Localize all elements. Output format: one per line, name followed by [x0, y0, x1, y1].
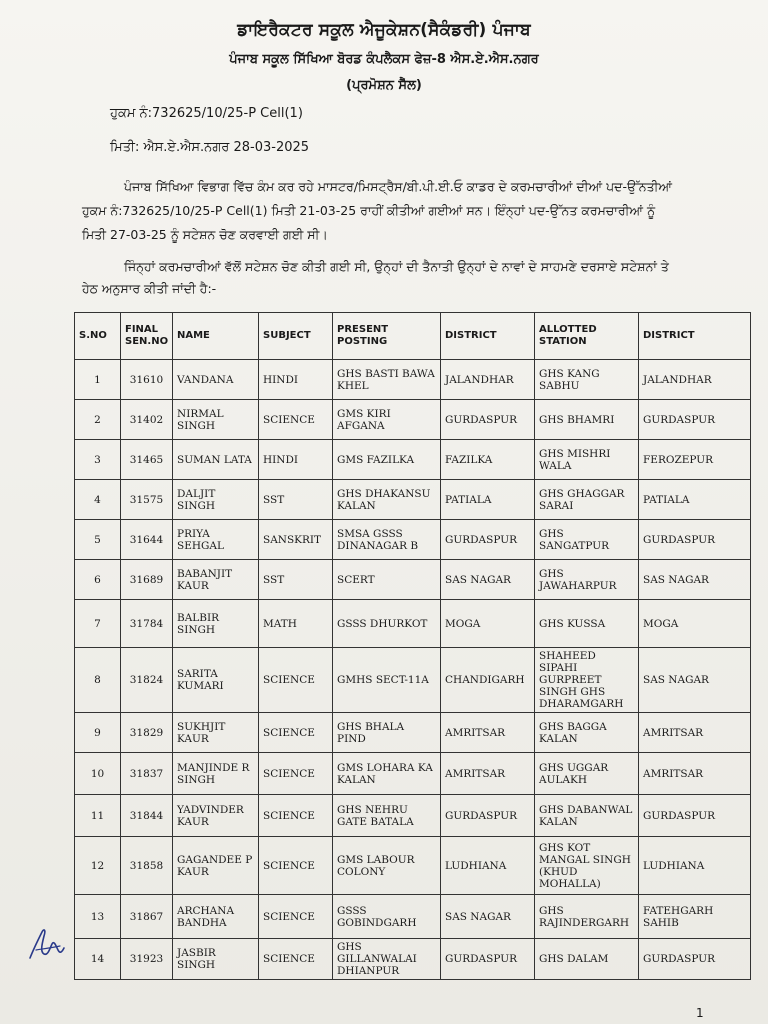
cell-final-sen-no: 31575: [121, 480, 173, 520]
cell-sno: 12: [75, 837, 121, 895]
table-row: [75, 895, 751, 939]
cell-subject: SCIENCE: [259, 837, 333, 895]
table-row: [75, 795, 751, 837]
paragraph-intro: ਪੰਜਾਬ ਸਿੱਖਿਆ ਵਿਭਾਗ ਵਿੱਚ ਕੰਮ ਕਰ ਰਹੇ ਮਾਸਟਰ/ਮਿਸਟ੍ਰੈਸ/ਬੀ.ਪੀ.ਈ.ਓ ਕਾਡਰ ਦੇ ਕਰਮਚਾਰੀਆਂ ਦੀਆਂ ਪਦ-ਉੱਨਤੀਆਂ ਹੁਕਮ ਨੰ:732625/10/25-P Cell(1) ਮਿਤੀ 21-03-25 ਰਾਹੀਂ ਕੀਤੀਆਂ ਗਈਆਂ ਸਨ। ਇੰਨ੍ਹਾਂ ਪਦ-ਉੱਨਤ ਕਰਮਚਾਰੀਆਂ ਨੂੰ ਮਿਤੀ 27-03-25 ਨੂੰ ਸਟੇਸ਼ਨ ਚੋਣ ਕਰਵਾਈ ਗਈ ਸੀ।: [82, 179, 673, 242]
paragraph-posting: ਜਿੰਨ੍ਹਾਂ ਕਰਮਚਾਰੀਆਂ ਵੱਲੋਂ ਸਟੇਸ਼ਨ ਚੋਣ ਕੀਤੀ ਗਈ ਸੀ, ਉਨ੍ਹਾਂ ਦੀ ਤੈਨਾਤੀ ਉਨ੍ਹਾਂ ਦੇ ਨਾਵਾਂ ਦੇ ਸਾਹਮਣੇ ਦਰਸਾਏ ਸਟੇਸ਼ਨਾਂ ਤੇ ਹੇਠ ਅਨੁਸਾਰ ਕੀਤੀ ਜਾਂਦੀ ਹੈ:-: [82, 259, 669, 296]
cell-subject: MATH: [259, 600, 333, 648]
cell-allotted-station: GHS DALAM: [535, 939, 639, 980]
table-row: [75, 440, 751, 480]
cell-district: GURDASPUR: [441, 400, 535, 440]
header-allotted-station: ALLOTTED STATION: [535, 313, 639, 360]
table-body: [75, 360, 751, 980]
cell-present-posting: GHS BASTI BAWA KHEL: [333, 360, 441, 400]
cell-district: GURDASPUR: [441, 520, 535, 560]
cell-allotted-station: GHS SANGATPUR: [535, 520, 639, 560]
cell-subject: SCIENCE: [259, 753, 333, 795]
table-row: [75, 400, 751, 440]
cell-name: YADVINDER KAUR: [173, 795, 259, 837]
cell-sno: 14: [75, 939, 121, 980]
cell-district: JALANDHAR: [441, 360, 535, 400]
cell-final-sen-no: 31689: [121, 560, 173, 600]
cell-present-posting: SMSA GSSS DINANAGAR B: [333, 520, 441, 560]
table-row: [75, 560, 751, 600]
cell-subject: SCIENCE: [259, 895, 333, 939]
cell-sno: 1: [75, 360, 121, 400]
cell-district: CHANDIGARH: [441, 648, 535, 713]
cell-final-sen-no: 31644: [121, 520, 173, 560]
cell-allotted-station: GHS KOT MANGAL SINGH (KHUD MOHALLA): [535, 837, 639, 895]
page-number: 1: [696, 1006, 704, 1020]
cell-subject: SCIENCE: [259, 400, 333, 440]
header-allotted-district: DISTRICT: [639, 313, 751, 360]
header-cell-name: (ਪ੍ਰਮੋਸ਼ਨ ਸੈੱਲ): [346, 78, 422, 93]
cell-name: ARCHANA BANDHA: [173, 895, 259, 939]
cell-final-sen-no: 31784: [121, 600, 173, 648]
header-present-posting: PRESENT POSTING: [333, 313, 441, 360]
cell-district: GURDASPUR: [441, 795, 535, 837]
cell-allotted-district: AMRITSAR: [639, 713, 751, 753]
header-subtitle: ਪੰਜਾਬ ਸਕੂਲ ਸਿੱਖਿਆ ਬੋਰਡ ਕੰਪਲੈਕਸ ਫੇਜ਼-8 ਐਸ.ਏ.ਐਸ.ਨਗਰ: [229, 52, 539, 67]
header-subject: SUBJECT: [259, 313, 333, 360]
cell-sno: 5: [75, 520, 121, 560]
header-sno: S.NO: [75, 313, 121, 360]
cell-district: AMRITSAR: [441, 753, 535, 795]
cell-allotted-district: GURDASPUR: [639, 400, 751, 440]
cell-allotted-station: GHS DABANWAL KALAN: [535, 795, 639, 837]
cell-allotted-district: SAS NAGAR: [639, 560, 751, 600]
table-row: [75, 600, 751, 648]
cell-subject: HINDI: [259, 360, 333, 400]
cell-sno: 10: [75, 753, 121, 795]
cell-subject: SCIENCE: [259, 795, 333, 837]
cell-name: DALJIT SINGH: [173, 480, 259, 520]
table-row: [75, 713, 751, 753]
cell-allotted-station: GHS KANG SABHU: [535, 360, 639, 400]
cell-allotted-station: GHS KUSSA: [535, 600, 639, 648]
cell-district: SAS NAGAR: [441, 895, 535, 939]
cell-district: GURDASPUR: [441, 939, 535, 980]
cell-district: FAZILKA: [441, 440, 535, 480]
cell-sno: 2: [75, 400, 121, 440]
table-row: [75, 939, 751, 980]
cell-name: BABANJIT KAUR: [173, 560, 259, 600]
cell-final-sen-no: 31844: [121, 795, 173, 837]
cell-allotted-station: GHS RAJINDERGARH: [535, 895, 639, 939]
cell-subject: SST: [259, 480, 333, 520]
cell-final-sen-no: 31824: [121, 648, 173, 713]
cell-final-sen-no: 31837: [121, 753, 173, 795]
cell-district: MOGA: [441, 600, 535, 648]
cell-present-posting: GHS GILLANWALAI DHIANPUR: [333, 939, 441, 980]
cell-sno: 11: [75, 795, 121, 837]
table-row: [75, 520, 751, 560]
signature-icon: [22, 918, 70, 966]
cell-allotted-district: MOGA: [639, 600, 751, 648]
cell-allotted-station: GHS BAGGA KALAN: [535, 713, 639, 753]
cell-sno: 9: [75, 713, 121, 753]
cell-allotted-district: FEROZEPUR: [639, 440, 751, 480]
cell-present-posting: GMS LABOUR COLONY: [333, 837, 441, 895]
cell-sno: 13: [75, 895, 121, 939]
cell-allotted-district: AMRITSAR: [639, 753, 751, 795]
cell-final-sen-no: 31867: [121, 895, 173, 939]
cell-final-sen-no: 31402: [121, 400, 173, 440]
cell-present-posting: GMS LOHARA KA KALAN: [333, 753, 441, 795]
header-district: DISTRICT: [441, 313, 535, 360]
header-name: NAME: [173, 313, 259, 360]
cell-sno: 6: [75, 560, 121, 600]
cell-allotted-district: GURDASPUR: [639, 939, 751, 980]
cell-present-posting: GHS DHAKANSU KALAN: [333, 480, 441, 520]
header-final-sen-no: FINAL SEN.NO: [121, 313, 173, 360]
cell-name: PRIYA SEHGAL: [173, 520, 259, 560]
cell-sno: 8: [75, 648, 121, 713]
cell-present-posting: GMHS SECT-11A: [333, 648, 441, 713]
order-number: ਹੁਕਮ ਨੰ:732625/10/25-P Cell(1): [110, 106, 303, 121]
cell-final-sen-no: 31829: [121, 713, 173, 753]
cell-allotted-station: SHAHEED SIPAHI GURPREET SINGH GHS DHARAMGARH: [535, 648, 639, 713]
cell-subject: SANSKRIT: [259, 520, 333, 560]
cell-final-sen-no: 31923: [121, 939, 173, 980]
cell-district: SAS NAGAR: [441, 560, 535, 600]
cell-allotted-station: GHS JAWAHARPUR: [535, 560, 639, 600]
cell-name: GAGANDEE P KAUR: [173, 837, 259, 895]
cell-sno: 7: [75, 600, 121, 648]
order-date: ਮਿਤੀ: ਐਸ.ਏ.ਐਸ.ਨਗਰ 28-03-2025: [110, 140, 310, 155]
cell-name: MANJINDE R SINGH: [173, 753, 259, 795]
cell-name: NIRMAL SINGH: [173, 400, 259, 440]
cell-subject: SCIENCE: [259, 648, 333, 713]
cell-district: LUDHIANA: [441, 837, 535, 895]
cell-present-posting: GSSS DHURKOT: [333, 600, 441, 648]
table-header-row: [75, 313, 751, 360]
cell-subject: SCIENCE: [259, 713, 333, 753]
cell-allotted-district: GURDASPUR: [639, 795, 751, 837]
cell-district: PATIALA: [441, 480, 535, 520]
cell-district: AMRITSAR: [441, 713, 535, 753]
cell-allotted-station: GHS BHAMRI: [535, 400, 639, 440]
table-row: [75, 648, 751, 713]
cell-final-sen-no: 31465: [121, 440, 173, 480]
cell-final-sen-no: 31858: [121, 837, 173, 895]
cell-allotted-district: SAS NAGAR: [639, 648, 751, 713]
header-title: ਡਾਇਰੈਕਟਰ ਸਕੂਲ ਐਜੂਕੇਸ਼ਨ(ਸੈਕੰਡਰੀ) ਪੰਜਾਬ: [237, 20, 531, 40]
cell-name: BALBIR SINGH: [173, 600, 259, 648]
cell-present-posting: GHS NEHRU GATE BATALA: [333, 795, 441, 837]
cell-allotted-district: PATIALA: [639, 480, 751, 520]
cell-present-posting: GSSS GOBINDGARH: [333, 895, 441, 939]
table-row: [75, 837, 751, 895]
cell-allotted-station: GHS UGGAR AULAKH: [535, 753, 639, 795]
cell-present-posting: GMS FAZILKA: [333, 440, 441, 480]
cell-subject: HINDI: [259, 440, 333, 480]
cell-sno: 3: [75, 440, 121, 480]
cell-name: JASBIR SINGH: [173, 939, 259, 980]
cell-present-posting: GMS KIRI AFGANA: [333, 400, 441, 440]
cell-allotted-district: JALANDHAR: [639, 360, 751, 400]
cell-allotted-station: GHS GHAGGAR SARAI: [535, 480, 639, 520]
cell-present-posting: SCERT: [333, 560, 441, 600]
posting-table: [74, 312, 751, 980]
cell-allotted-district: FATEHGARH SAHIB: [639, 895, 751, 939]
cell-name: VANDANA: [173, 360, 259, 400]
cell-name: SARITA KUMARI: [173, 648, 259, 713]
table-row: [75, 360, 751, 400]
table-row: [75, 753, 751, 795]
cell-allotted-district: GURDASPUR: [639, 520, 751, 560]
cell-name: SUMAN LATA: [173, 440, 259, 480]
cell-allotted-station: GHS MISHRI WALA: [535, 440, 639, 480]
cell-sno: 4: [75, 480, 121, 520]
cell-allotted-district: LUDHIANA: [639, 837, 751, 895]
cell-subject: SCIENCE: [259, 939, 333, 980]
cell-final-sen-no: 31610: [121, 360, 173, 400]
table-row: [75, 480, 751, 520]
cell-subject: SST: [259, 560, 333, 600]
cell-present-posting: GHS BHALA PIND: [333, 713, 441, 753]
cell-name: SUKHJIT KAUR: [173, 713, 259, 753]
